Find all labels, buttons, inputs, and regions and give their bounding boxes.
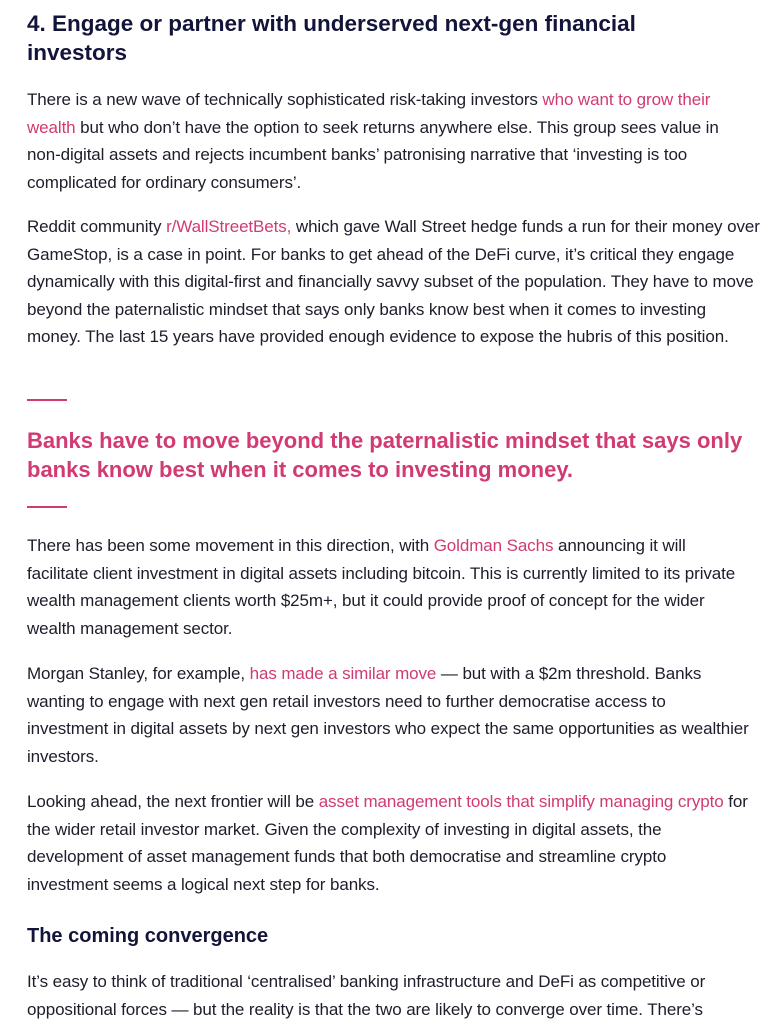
paragraph-1 — [27, 86, 749, 196]
paragraph-6 — [27, 968, 749, 1023]
paragraph-2-text-end: which gave Wall Street hedge funds a run for their money over GameStop, is a case in point. For banks to get ahead of the DeFi curve, it’s critical they engage dynamically with this digital-first and financially savvy subset of the population. They have to move beyond the paternalistic mindset that says only banks know best when it comes to investing money. The last 15 years have provided enough evidence to expose the hubris of this position. — [27, 217, 760, 346]
paragraph-3-text-start: There has been some movement in this direction, with — [27, 536, 434, 555]
paragraph-5 — [27, 788, 751, 898]
paragraph-5-text-start: Looking ahead, the next frontier will be — [27, 792, 319, 811]
paragraph-3 — [27, 532, 749, 642]
paragraph-4-text-end: — but with a $2m threshold. Banks wanting to engage with next gen retail investors need to further democratise access to investment in digital assets by next gen investors who expect the same opportunities as wealthier investors. — [27, 664, 749, 766]
paragraph-4-text-start: Morgan Stanley, for example, — [27, 664, 250, 683]
subheading-convergence: The coming convergence — [27, 925, 269, 947]
paragraph-1-text-end: but who don’t have the option to seek returns anywhere else. This group sees value in non-digital assets and rejects incumbent banks’ patronising narrative that ‘investing is too complicated for ordinary consumers’. — [27, 117, 719, 192]
pull-quote: Banks have to move beyond the paternalistic mindset that says only banks know best when it comes to investing money. — [27, 428, 743, 482]
link-wallstreetbets[interactable]: r/WallStreetBets, — [166, 217, 292, 236]
link-grow-wealth[interactable]: who want to grow their wealth — [27, 90, 711, 137]
pull-quote-rule-bottom — [27, 506, 67, 508]
paragraph-6-text: It’s easy to think of traditional ‘centralised’ banking infrastructure and DeFi as competitive or oppositional forces — but the reality is that the two are likely to converge over time. There’s — [27, 972, 706, 1019]
paragraph-4 — [27, 660, 749, 770]
paragraph-1-text-start: There is a new wave of technically sophisticated risk-taking investors — [27, 90, 543, 109]
section-heading: 4. Engage or partner with underserved next-gen financial investors — [27, 11, 636, 65]
paragraph-5-text-end: for the wider retail investor market. Given the complexity of investing in digital assets, the development of asset management funds that both democratise and streamline crypto investment seems a logical next step for banks. — [27, 792, 748, 894]
link-goldman-sachs[interactable]: Goldman Sachs — [433, 536, 554, 555]
pull-quote-rule-top — [27, 399, 67, 401]
paragraph-2 — [27, 213, 761, 351]
paragraph-2-text-start: Reddit community — [27, 217, 167, 236]
paragraph-3-text-end: announcing it will facilitate client investment in digital assets including bitcoin. This is currently limited to its private wealth management clients worth $25m+, but it could provide proof of concept for the wider wealth management sector. — [27, 536, 736, 638]
link-asset-management-tools[interactable]: asset management tools that simplify managing crypto — [318, 792, 724, 811]
link-similar-move[interactable]: has made a similar move — [249, 664, 437, 683]
